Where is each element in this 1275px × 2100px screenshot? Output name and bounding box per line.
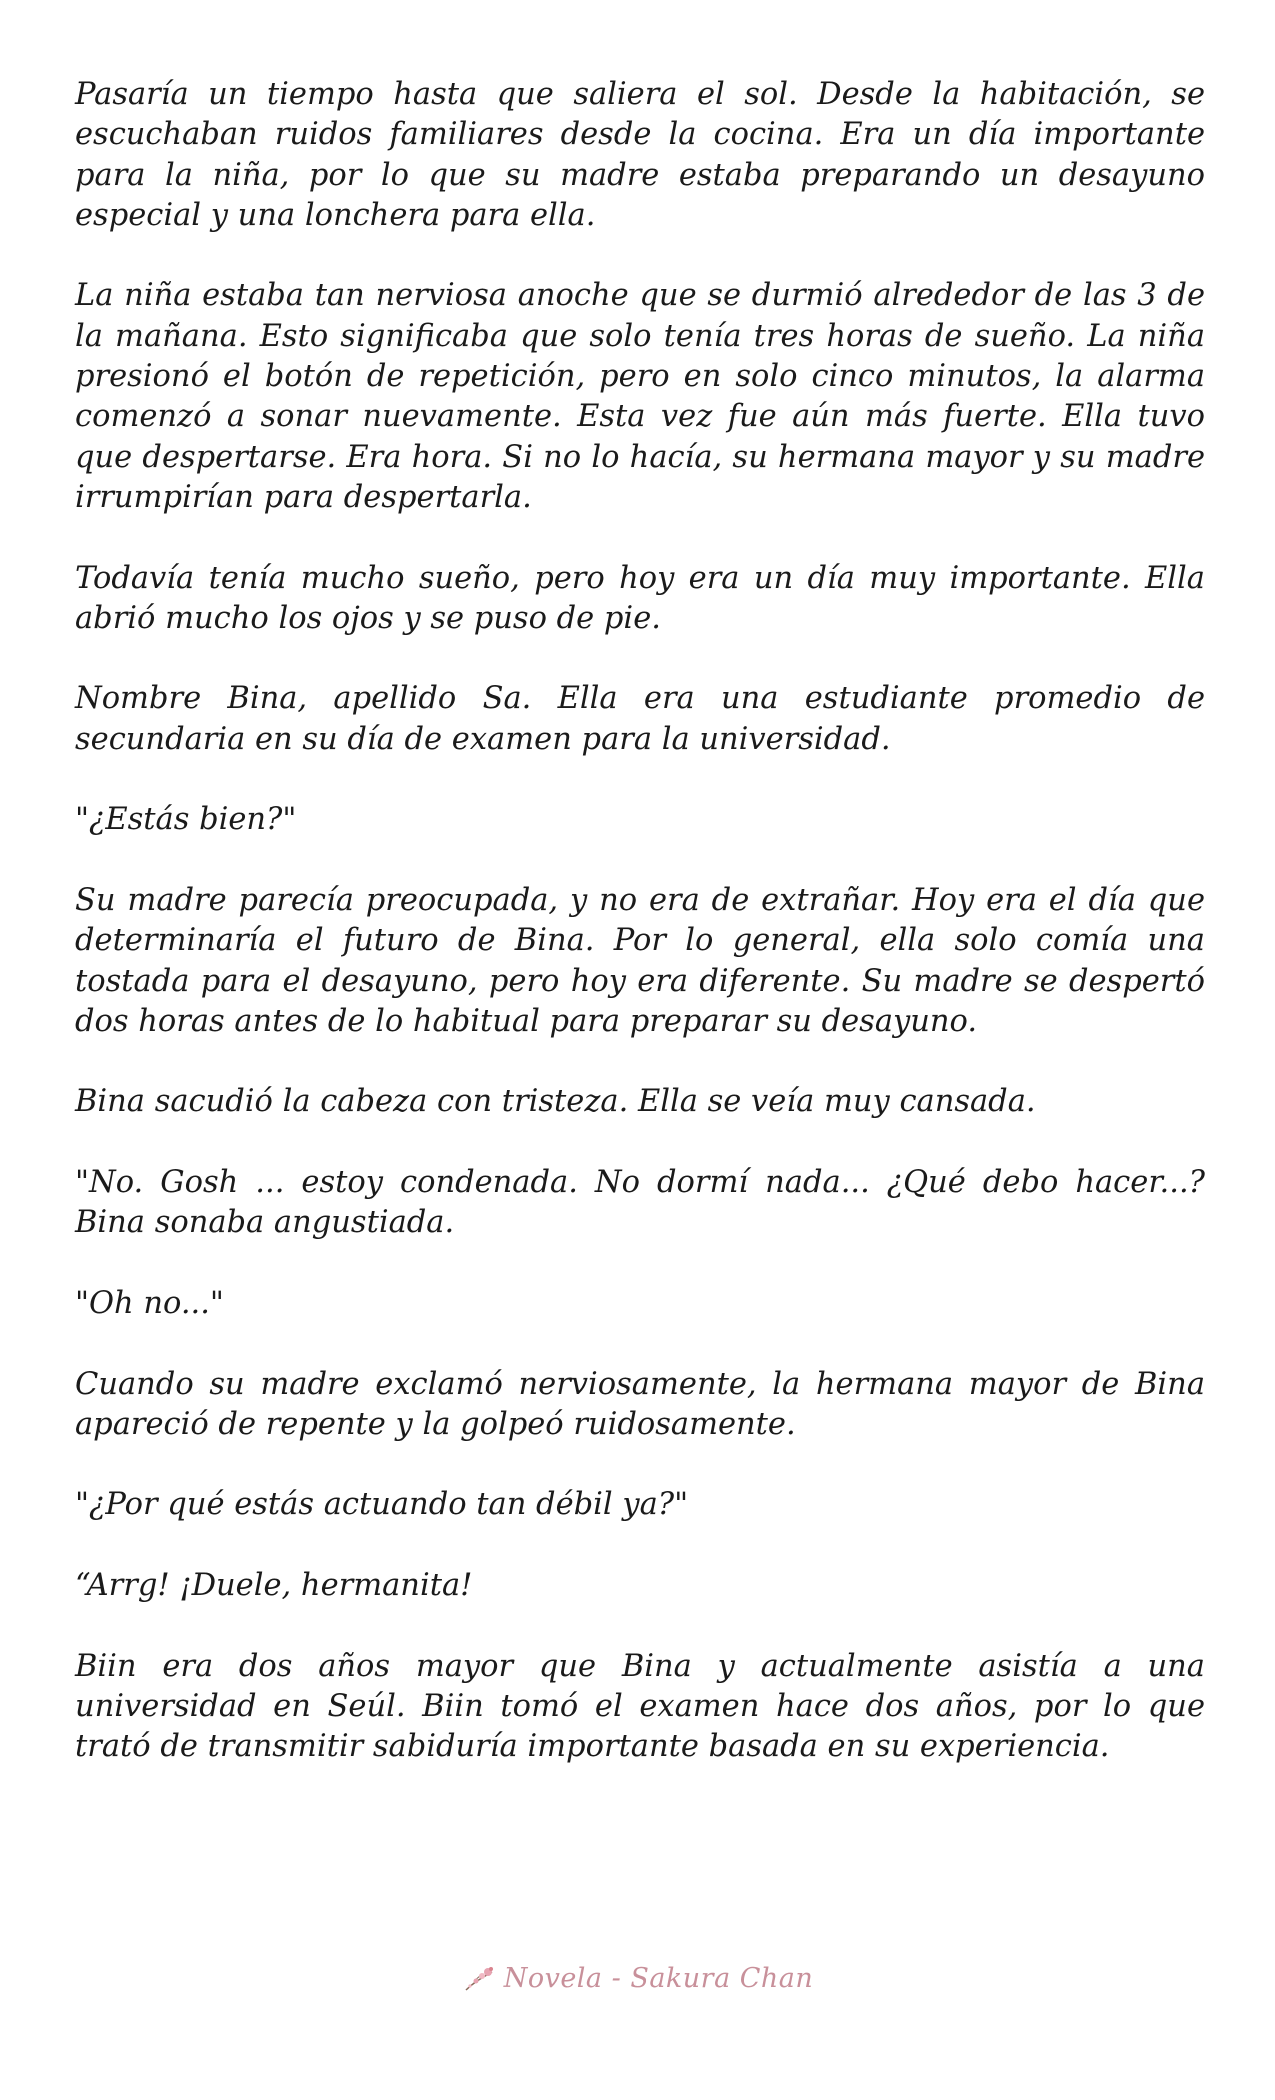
paragraph-1: Pasaría un tiempo hasta que saliera el sol. Desde la habitación, se escuchaban ruidos familiares desde la cocina. Era un día importante para la niña, por lo que su madre estaba preparando un desayuno especial y una lonchera para ella. — [75, 77, 1205, 233]
paragraph-11-dialogue: "¿Por qué estás actuando tan débil ya?" — [75, 1487, 689, 1523]
paragraph-12-dialogue: “Arrg! ¡Duele, hermanita! — [75, 1567, 473, 1603]
paragraph-9-dialogue: "Oh no..." — [75, 1285, 224, 1321]
paragraph-6: Su madre parecía preocupada, y no era de extrañar. Hoy era el día que determinaría el futuro de Bina. Por lo general, ella solo comía una tostada para el desayuno, pero hoy era diferente. Su madre se despertó dos horas antes de lo habitual para preparar su desayuno. — [75, 882, 1205, 1039]
paragraph-5-dialogue: "¿Estás bien?" — [75, 802, 297, 838]
footer-watermark — [0, 1963, 1275, 1999]
paragraph-8-dialogue: "No. Gosh ... estoy condenada. No dormí nada... ¿Qué debo hacer...? Bina sonaba angustiada. — [75, 1165, 1205, 1241]
paragraph-10: Cuando su madre exclamó nerviosamente, la hermana mayor de Bina apareció de repente y la golpeó ruidosamente. — [75, 1366, 1205, 1442]
watermark-text: Novela - Sakura Chan — [503, 1963, 814, 1994]
paragraph-13: Biin era dos años mayor que Bina y actualmente asistía a una universidad en Seúl. Biin tomó el examen hace dos años, por lo que trató de transmitir sabiduría importante basada en su experiencia. — [75, 1648, 1205, 1765]
paragraph-7: Bina sacudió la cabeza con tristeza. Ella se veía muy cansada. — [75, 1084, 1036, 1120]
watermark — [462, 1963, 814, 1994]
paragraph-2: La niña estaba tan nerviosa anoche que se durmió alrededor de las 3 de la mañana. Esto significaba que solo tenía tres horas de sueño. La niña presionó el botón de repetición, pero en solo cinco minutos, la alarma comenzó a sonar nuevamente. Esta vez fue aún más fuerte. Ella tuvo que despertarse. Era hora. Si no lo hacía, su hermana mayor y su madre irrumpirían para despertarla. — [75, 278, 1205, 515]
paragraph-4: Nombre Bina, apellido Sa. Ella era una estudiante promedio de secundaria en su día de examen para la universidad. — [75, 681, 1205, 757]
sakura-flower-icon — [462, 1964, 498, 1994]
paragraph-3: Todavía tenía mucho sueño, pero hoy era un día muy importante. Ella abrió mucho los ojos y se puso de pie. — [75, 560, 1205, 636]
document-body — [75, 75, 1205, 1808]
